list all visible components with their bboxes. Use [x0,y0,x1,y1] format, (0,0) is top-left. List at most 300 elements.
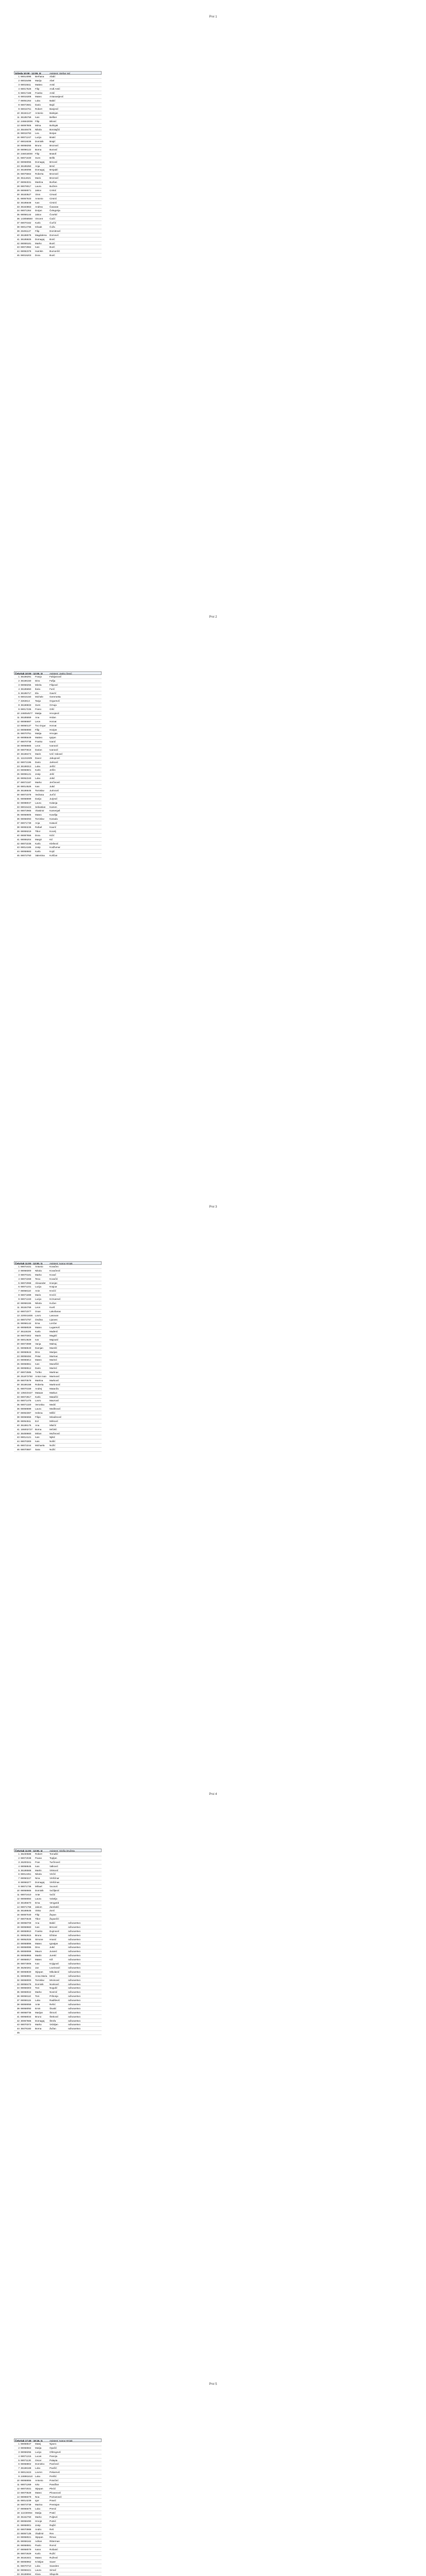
first-name: Vlastimir [35,809,44,812]
program-note [68,189,86,192]
program-note [68,760,86,764]
student-id: 36185825 [21,238,31,241]
student-row [14,2539,102,2544]
row-number: 5 [18,2459,20,2462]
row-number: 32 [17,1391,20,1394]
first-name: Mateo [35,95,42,98]
first-name: Ema [35,1901,40,1904]
program-note [68,201,86,205]
student-row [14,845,102,850]
row-number: 4 [18,2454,20,2458]
student-row [14,1970,102,1974]
student-id: 69068605 [21,814,31,817]
first-name: Hrvoje [35,2519,42,2522]
first-name: Sven [35,156,41,159]
row-number: 1 [18,675,20,678]
student-row [14,2450,102,2454]
student-id: 69068079 [21,2548,31,2551]
student-row [14,703,102,707]
last-name: Poznanović [50,2495,62,2498]
program-note [68,1277,86,1281]
first-name: Alexander [35,1281,46,1284]
first-name: Martina [35,1379,43,1382]
first-name: Ivan [35,1926,40,1929]
last-name: Lipovec [50,1318,58,1321]
first-name: Dominik [35,1889,44,1892]
program-note [68,768,86,772]
program-note [68,1856,86,1860]
student-id: 69062615 [21,1934,31,1937]
program-note [68,1435,86,1439]
row-number: 23 [17,765,20,768]
last-name: Nožić [50,1444,56,1447]
program-note [68,699,86,703]
program-note [68,691,86,695]
student-row [14,695,102,699]
student-row [14,2528,102,2532]
row-number: 5 [18,91,20,94]
student-id: 69017168 [21,91,31,94]
student-id: 69068000 [21,1978,31,1981]
student-id: 69068055 [21,160,31,163]
student-id: 69013629 [21,1338,31,1342]
student-id: 69070546 [21,1918,31,1921]
student-id: 36185648 [21,201,31,204]
student-row [14,1901,102,1905]
row-number: 6 [18,2463,20,2466]
program-note [68,1314,86,1317]
program-note: ražunarstvo [68,1970,81,1973]
program-note [68,1901,86,1905]
student-row [14,2442,102,2446]
last-name: Krznarević [50,1298,61,1301]
student-id: 36118226 [21,1330,31,1333]
row-number: 25 [17,173,20,176]
row-number: 37 [17,822,20,825]
row-number: 30 [17,2560,20,2563]
program-note [68,1387,86,1391]
program-note [68,225,86,229]
student-id: 69068255 [21,2450,31,2453]
program-note [68,103,86,107]
first-name: Ivano [35,2548,41,2551]
program-note: ražunarstvo [68,1954,81,1957]
row-number: 12 [17,2487,20,2490]
student-id: 112230064 [21,2512,32,2515]
program-note: ražunarstvo [68,2023,81,2026]
student-id: 69051264 [21,99,31,103]
last-name: Rajčić [50,2523,56,2527]
first-name: Marko [35,1991,42,1994]
row-number: 19 [17,1338,20,1342]
program-note [68,1383,86,1386]
first-name: Ante [35,2003,40,2006]
row-number: 13 [17,1901,20,1904]
student-row [14,2479,102,2483]
first-name: Marin [35,752,41,755]
program-note: ražunarstvo [68,1966,81,1969]
student-row [14,1314,102,1318]
last-name: Plovanović [50,2491,61,2494]
student-row [14,221,102,225]
last-name: Kamen [50,805,57,808]
row-number: 10 [17,712,20,715]
row-number: 3 [18,683,20,686]
program-note [68,1852,86,1856]
first-name: Antonio [35,2479,43,2482]
row-number: 23 [17,164,20,167]
program-note [68,1289,86,1293]
program-note [68,1273,86,1277]
first-name: Lucija [35,2450,42,2453]
student-id: 69017235 [21,708,31,711]
row-number: 26 [17,177,20,180]
last-name: Ignatjan [50,1942,58,1945]
last-name: Brnović [50,1926,58,1929]
first-name: Andrej [35,1387,42,1390]
first-name: Matteo [35,83,43,86]
first-name: Tvrtko [35,1371,42,1374]
student-id: 246054577 [21,712,32,715]
student-row [14,229,102,233]
student-id: 69078017 [21,185,31,188]
student-id: 69068802 [21,2463,31,2466]
first-name: Marina [35,2503,43,2506]
student-row [14,1334,102,1338]
row-number: 31 [17,1974,20,1977]
first-name: Leon [35,720,41,723]
last-name: Antanasijević [50,95,64,98]
student-row [14,805,102,809]
last-name: Zorić [50,1909,55,1912]
student-row [14,193,102,197]
program-note [68,197,86,200]
student-id: 251873750 [21,1375,32,1378]
program-note [68,2572,86,2576]
row-number: 5 [18,691,20,694]
first-name: Anja [35,164,40,167]
student-row [14,238,102,242]
last-name: Radišević [50,1999,60,2002]
program-note [68,765,86,768]
program-note [68,249,86,253]
program-note [68,829,86,833]
group-header [14,1261,102,1265]
program-note [68,2031,86,2035]
program-note [68,184,86,188]
row-number: 12 [17,720,20,723]
row-number: 33 [17,205,20,208]
student-id: 36250261 [21,1966,31,1969]
first-name: Darian [35,749,42,752]
student-row [14,95,102,99]
program-note [68,156,86,160]
row-number: 2 [18,1269,20,1272]
program-note [68,809,86,812]
group-assistant: Asistent: Ivana Hrnjak [50,2439,73,2442]
student-row [14,1958,102,1962]
program-note: ražunarstvo [68,2011,81,2014]
program-note [68,789,86,792]
row-number: 28 [17,785,20,788]
row-number: 13 [17,724,20,727]
row-number: 21 [17,1934,20,1937]
student-row [14,821,102,825]
first-name: Vladimir [35,2532,44,2535]
program-note: ražunarstvo [68,1995,81,1998]
student-id: 69070988 [21,2528,31,2531]
first-name: Anna Maria [35,1974,47,1977]
row-number: 18 [17,2512,20,2515]
row-number: 7 [18,2467,20,2470]
program-note: ražunarstvo [68,2027,81,2030]
first-name: Ondina [35,1318,43,1321]
row-number: 34 [17,1399,20,1402]
student-id: 36188694 [21,2572,31,2575]
row-number: 27 [17,1958,20,1961]
first-name: Matija [35,712,42,715]
first-name: Mateo [35,814,42,817]
student-row [14,1917,102,1921]
program-note [68,695,86,699]
first-name: Lucija [35,1298,42,1301]
first-name: Sara [35,1448,40,1451]
last-name: Jerčinović [50,781,60,784]
row-number: 2 [18,679,20,682]
program-note [68,1269,86,1273]
last-name: Njikić [50,1436,55,1439]
row-number: 20 [17,752,20,755]
student-id: 69069084 [21,1897,31,1900]
group-assistant: Asistent: Ivana Hrnjak [50,1262,73,1264]
row-number: 32 [17,2568,20,2571]
first-name: Davor [35,756,42,759]
row-number: 44 [17,2027,20,2030]
student-row [14,2487,102,2491]
student-id: 69014239 [21,2499,31,2502]
first-name: Vedrana [35,793,44,796]
last-name: Hozjan [50,728,57,731]
program-note [68,217,86,221]
student-row [14,1370,102,1375]
program-note [68,2499,86,2502]
first-name: Dominko [35,2463,45,2466]
program-note [68,797,86,801]
student-id: 69086687 [21,720,31,723]
first-name: Luka [35,2467,40,2470]
student-row [14,1860,102,1865]
last-name: Geremetta [50,696,61,699]
last-name: Kićić [50,834,55,837]
first-name: Stjepan [35,1970,43,1973]
first-name: Ivan [35,1962,40,1965]
student-row [14,2519,102,2523]
last-name: Abel [50,79,55,82]
student-row [14,2027,102,2031]
program-note [68,821,86,825]
student-id: 69068683 [21,850,31,853]
student-row [14,135,102,140]
first-name: Jakom [35,1905,42,1908]
student-row [14,1375,102,1379]
student-id: 36186096 [21,168,31,172]
student-row [14,2511,102,2515]
student-row [14,2556,102,2560]
row-number: 41 [17,1428,20,1431]
student-id: 69015423 [21,805,31,808]
student-row [14,1395,102,1399]
last-name: Kodžumar [50,846,60,849]
row-number: 46 [17,1448,20,1451]
group-assistant: Asistent: Stefan Ivić [50,72,71,74]
group-header [14,2438,102,2442]
student-id: 69096122 [21,148,31,151]
first-name: Borna [35,148,42,151]
student-id: 69068830 [21,1970,31,1973]
first-name: Franko [35,1929,43,1933]
first-name: Tomislav [35,789,44,792]
group-time-slot: Srijeda 10:00 - 12:00, I3 [15,72,41,74]
student-row [14,1419,102,1423]
program-note: ražunarstvo [68,1978,81,1981]
student-id: 69014166 [21,846,31,849]
last-name: Maraščić [50,1363,59,1366]
program-note [68,111,86,115]
first-name: Frano [35,708,42,711]
first-name: Ishaak [35,225,42,228]
student-id: 36476182 [21,2027,31,2030]
student-id: 69072244 [21,1444,31,1447]
first-name: Laura [35,185,41,188]
student-id: 36188474 [21,752,31,755]
student-row [14,776,102,781]
student-row [14,817,102,821]
group-sheet [14,1849,102,2035]
student-row [14,760,102,765]
row-number: 8 [18,1881,20,1884]
row-number: 15 [17,1909,20,1912]
student-id: 69071340 [21,1298,31,1301]
last-name: Lugarević [50,1326,60,1329]
first-name: Hamkin [35,250,43,253]
student-row [14,834,102,838]
program-note [68,825,86,829]
row-number: 31 [17,1387,20,1390]
program-note: ražunarstvo [68,2003,81,2006]
student-row [14,1921,102,1925]
student-id: 69071768 [21,1905,31,1908]
student-id: 35152760 [21,2516,31,2519]
last-name: Palapia [50,2459,58,2462]
student-id: 69068484 [21,1354,31,1358]
student-id: 69073005 [21,1962,31,1965]
student-row [14,184,102,189]
student-row [14,1869,102,1873]
row-number: 17 [17,140,20,143]
student-row [14,2483,102,2487]
student-row [14,793,102,797]
program-note [68,164,86,168]
row-number: 40 [17,834,20,837]
row-number: 29 [17,789,20,792]
last-name: Marijan [50,1350,58,1353]
last-name: Marković [50,1379,59,1382]
student-row [14,2535,102,2539]
student-id: 69087040 [21,1913,31,1917]
program-note [68,140,86,143]
program-note [68,1428,86,1431]
program-note [68,1306,86,1309]
student-id: 69068303 [21,1987,31,1990]
first-name: Marko [35,242,42,245]
student-id: 69070302 [21,1334,31,1337]
program-note [68,1362,86,1366]
last-name: Njavro [50,2443,57,2445]
program-note [68,845,86,849]
row-number: 44 [17,250,20,253]
program-note: ražunarstvo [68,1942,81,1945]
first-name: Lovren [35,2471,43,2474]
row-number: 39 [17,829,20,833]
program-note [68,772,86,776]
student-row [14,2475,102,2479]
student-row [14,838,102,842]
first-name: Ivan [35,785,40,788]
last-name: Pratić [50,2512,56,2515]
program-note [68,2556,86,2560]
program-note [68,213,86,216]
program-note [68,854,86,857]
row-number: 21 [17,756,20,759]
student-row [14,217,102,221]
first-name: Helena [35,1412,43,1415]
first-name: Ivan [35,246,40,249]
student-id: 36186291 [21,675,31,678]
last-name: Puljević [50,2516,58,2519]
first-name: Dario [35,104,41,107]
program-note [68,2470,86,2474]
last-name: Bošnjak [50,124,58,127]
student-row [14,854,102,858]
student-id: 36181921 [21,2556,31,2559]
program-note [68,115,86,119]
last-name: Jelić [50,773,55,776]
last-name: Ivanić [50,740,56,743]
first-name: Dino [35,679,40,682]
student-row [14,1925,102,1929]
student-row [14,1321,102,1326]
student-row [14,1885,102,1889]
student-row [14,1310,102,1314]
student-id: 69066142 [21,1322,31,1325]
last-name: Nožić [50,1448,56,1451]
first-name: Laura [35,2568,41,2571]
first-name: Marko [35,2516,42,2519]
last-name: Buršan [50,181,57,184]
last-name: Majnarić [50,1338,59,1342]
student-id: 69068655 [21,2479,31,2482]
student-row [14,1428,102,1432]
student-row [14,1448,102,1452]
last-name: Rimac [50,2536,57,2539]
program-note [68,2479,86,2482]
program-note [68,1366,86,1370]
first-name: Luka [35,2475,40,2478]
first-name: Karlo [35,769,41,772]
student-row [14,1962,102,1966]
row-number: 9 [18,1298,20,1301]
row-number: 42 [17,242,20,245]
